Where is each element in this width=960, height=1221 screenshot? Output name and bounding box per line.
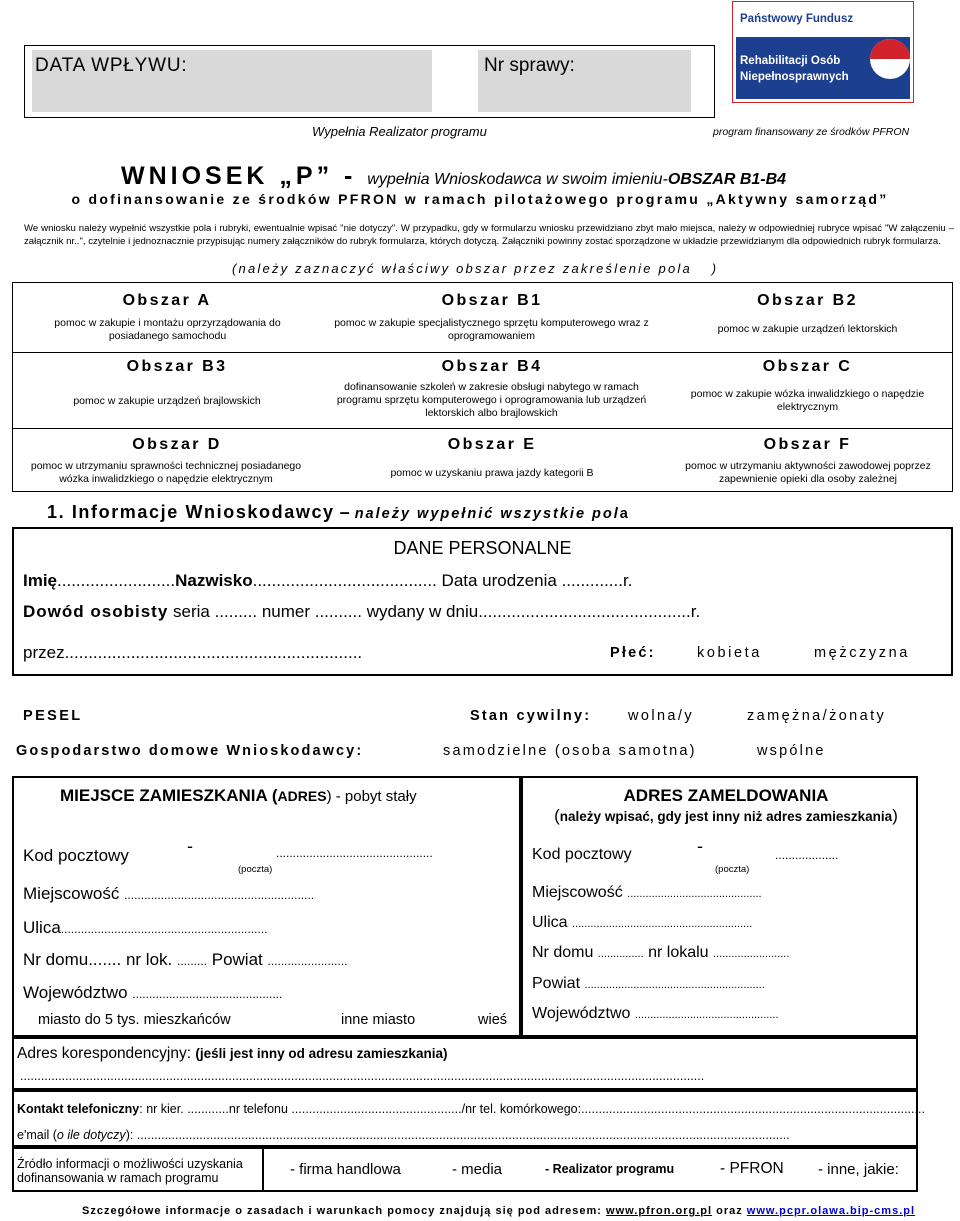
registered-powiat-dots: ........................................................... [584,979,765,991]
area-c-desc: pomoc w zakupie wózka inwalidzkiego o napędzie elektrycznym [690,388,925,413]
registered-poczta-label: (poczta) [715,864,750,875]
registered-note-close: ) [892,806,898,825]
registered-postal-dash: - [697,836,703,856]
name-row[interactable] [23,571,632,591]
area-e-desc: pomoc w uzyskaniu prawa jazdy kategorii B [390,467,594,479]
source-option-media[interactable]: - media [452,1161,503,1178]
area-c-title: Obszar C [762,358,853,375]
civil-status-single[interactable]: wolna/y [628,708,694,724]
source-option-other[interactable]: - inne, jakie: [818,1161,899,1178]
area-a-desc: pomoc w zakupie i montażu oprzyrządowania do posiadanego samochodu [54,317,281,342]
correspondence-note: (jeśli jest inny od adresu zamieszkania) [195,1046,448,1061]
area-choice-note-text: (należy zaznaczyć właściwy obszar przez zakreślenie pola [232,261,692,276]
footer-text: Szczegółowe informacje o zasadach i warunkach pomocy znajdują się pod adresem: [82,1205,607,1217]
registered-lokal-dots: ......................... [713,948,790,960]
id-number-dots: .......... [314,602,362,621]
area-a-title: Obszar A [122,292,212,309]
registered-voiv-label: Województwo [532,1005,635,1022]
intro-paragraph: We wniosku należy wypełnić wszystkie pola i rubryki, ewentualnie wpisać "nie dotyczy". W przypadku, gdy w formularzu wniosku przewidziano zbyt mało miejsca, należy w odpowiedniej rubryce wpisać "W załączeniu – załącznik nr..", czytelnie i jednoznacznie przypisując numery załączników do rubryk formularza, których dotyczą. Załączniki powinny zostać sporządzone w układzie przewidzianym dla odpowiednich rubryk formularza. [24,223,954,247]
area-b3-title: Obszar B3 [126,358,228,375]
mobile-label: /nr tel. komórkowego: [461,1102,582,1116]
phone-number-label: nr telefonu [228,1102,292,1116]
registered-powiat-label: Powiat [532,975,585,992]
residence-title [60,786,417,806]
registered-note [521,806,931,826]
id-series-dots: ......... [214,602,258,621]
case-number-label: Nr sprawy: [484,55,575,76]
logo-line2: Rehabilitacji Osób [740,55,841,67]
issuer-label: przez [23,643,65,662]
residence-street-row[interactable] [23,918,268,938]
footer-link-pfron[interactable]: www.pfron.org.pl [606,1205,713,1217]
registered-voiv-row[interactable] [532,1005,779,1023]
registered-note-text: należy wpisać, gdy jest inny niż adres zamieszkania [559,809,893,824]
date-received-label: DATA WPŁYWU: [35,55,188,76]
residence-powiat-label: Powiat [207,950,268,969]
pfron-funding-note: program finansowany ze środków PFRON [713,126,910,138]
registered-powiat-row[interactable] [532,975,765,993]
area-d-desc: pomoc w utrzymaniu sprawności technicznej posiadanego wózka inwalidzkiego o napędzie elektrycznym [30,460,302,485]
issuer-row[interactable] [23,643,362,663]
registered-city-row[interactable] [532,884,762,902]
registered-house-row[interactable] [532,944,789,962]
correspondence-dots[interactable]: ..................................................................................................................................................................................................... [20,1069,705,1083]
id-issued-dots: ............................................. [478,602,691,621]
registered-street-dots: ........................................................... [572,918,753,930]
area-b2-desc: pomoc w zakupie urządzeń lektorskich [717,323,898,335]
email-label: e'mail ( [17,1128,57,1142]
residence-voiv-label: Województwo [23,983,133,1002]
gender-female-option[interactable]: kobieta [697,645,762,661]
residence-title-adres: ADRES [277,788,327,804]
email-optional-note: o ile dotyczy [56,1128,126,1142]
section1-note-end: a [619,506,628,522]
area-f-desc: pomoc w utrzymaniu aktywności zawodowej poprzez zapewnienie opieki dla osoby zależnej [685,460,931,485]
last-name-label: Nazwisko [175,571,253,590]
birth-date-label: Data urodzenia [436,571,562,590]
residence-title-main: MIEJSCE ZAMIESZKANIA ( [60,786,278,805]
area-b1-title: Obszar B1 [441,292,543,309]
section1-heading [47,502,628,523]
birth-date-suffix: r. [622,571,633,590]
area-choice-note-close: ) [711,261,719,276]
residence-city-row[interactable] [23,884,314,904]
residence-street-label: Ulica [23,918,61,937]
registered-postal-label: Kod pocztowy [532,846,632,863]
registered-street-row[interactable] [532,914,752,932]
source-divider [262,1147,264,1192]
area-b4-title: Obszar B4 [441,358,543,375]
email-dots: ............................................................................................................................................................................................ [136,1128,790,1142]
birth-date-dots: ............. [561,571,623,590]
locality-village-option[interactable]: wieś [478,1012,508,1028]
mobile-dots: ................................................................................................... [581,1102,925,1116]
first-name-label: Imię [23,571,58,590]
registered-house-label: Nr domu [532,944,598,961]
form-subtitle: o dofinansowanie ze środków PFRON w ramach pilotażowego programu „Aktywny samorząd” [71,191,889,207]
id-document-row[interactable] [23,602,700,622]
id-document-label: Dowód osobisty [23,602,169,621]
registered-voiv-dots: ............................................... [634,1009,779,1021]
residence-apt-label: nr lok. [121,950,177,969]
area-code-dots: ............ [187,1102,229,1116]
issuer-dots: ............................................................... [64,643,363,662]
source-label: Źródło informacji o możliwości uzyskania dofinansowania w ramach programu [17,1157,243,1185]
area-d-title: Obszar D [132,436,222,453]
civil-status-married[interactable]: zamężna/żonaty [747,708,887,724]
residence-house-row[interactable] [23,950,348,970]
pesel-label: PESEL [23,708,83,724]
registered-city-dots: ............................................ [627,888,762,900]
case-number-field[interactable] [478,50,691,112]
residence-powiat-dots: ........................ [267,954,348,968]
source-option-company[interactable]: - firma handlowa [290,1161,401,1178]
gender-label: Płeć: [610,645,656,661]
registered-house-dots: ............... [597,948,644,960]
id-issued-label: wydany w dniu [361,602,479,621]
id-issued-suffix: r. [690,602,701,621]
area-b1-desc: pomoc w zakupie specjalistycznego sprzętu komputerowego wraz z oprogramowaniem [334,317,649,342]
registered-lokal-label: nr lokalu [643,944,714,961]
locality-small-town-option[interactable]: miasto do 5 tys. mieszkańców [38,1012,231,1028]
personal-data-title: DANE PERSONALNE [393,538,572,558]
civil-status-label: Stan cywilny: [470,708,592,724]
residence-city-dots: ......................................................... [124,888,315,902]
registered-note-open: ( [554,806,560,825]
section1-dash: – [334,502,355,522]
area-e-title: Obszar E [447,436,537,453]
id-series-label: seria [168,602,215,621]
household-label: Gospodarstwo domowe Wnioskodawcy: [16,743,364,759]
phone-label: Kontakt telefoniczny [17,1102,140,1116]
registered-street-label: Ulica [532,914,573,931]
residence-street-dots: .............................................................. [60,922,268,936]
id-number-label: numer [257,602,315,621]
email-label-end: ): [125,1128,137,1142]
area-f-title: Obszar F [763,436,852,453]
residence-voiv-dots: ............................................. [132,987,283,1001]
first-name-dots: ......................... [57,571,176,590]
area-choice-note [232,261,718,276]
section1-note: należy wypełnić wszystkie pol [354,506,620,522]
registered-city-label: Miejscowość [532,884,628,901]
area-b4-desc: dofinansowanie szkoleń w zakresie obsługi nabytego w ramach programu sprzętu komputerowego i oprogramowania lub urządzeń lektorskich albo brajlowskich [336,381,647,419]
gender-male-option[interactable]: mężczyzna [814,645,910,661]
phone-row[interactable] [17,1102,925,1116]
form-title [121,162,786,191]
residence-city-label: Miejscowość [23,884,125,903]
last-name-dots: ....................................... [252,571,437,590]
area-b2-title: Obszar B2 [757,292,858,309]
residence-postal-dash: - [187,836,193,856]
realizator-note: Wypełnia Realizator programu [312,124,487,139]
correspondence-row [17,1045,447,1063]
footer-oraz: oraz [712,1205,747,1217]
residence-postal-dots[interactable]: ............................................... [276,846,433,860]
residence-apt-dots: ......... [177,954,208,968]
footer-link-pcpr[interactable]: www.pcpr.olawa.bip-cms.pl [746,1205,916,1217]
email-row[interactable] [17,1128,790,1142]
area-b3-desc: pomoc w zakupie urządzeń brajlowskich [73,395,261,407]
registered-title: ADRES ZAMELDOWANIA [623,786,829,805]
section1-title: 1. Informacje Wnioskodawcy [47,502,335,522]
logo-line3: Niepełnosprawnych [740,71,849,83]
logo-line1: Państwowy Fundusz [740,13,854,25]
household-single[interactable]: samodzielne (osoba samotna) [443,743,697,759]
residence-house-label: Nr domu [23,950,89,969]
area-code-label: : nr kier. [139,1102,188,1116]
registered-postal-dots[interactable]: ................... [775,848,839,862]
locality-other-town-option[interactable]: inne miasto [341,1012,416,1028]
form-title-area: OBSZAR B1-B4 [667,171,787,188]
household-shared[interactable]: wspólne [757,743,826,759]
residence-title-end: ) - pobyt stały [326,788,417,805]
form-title-main: WNIOSEK „P” - [121,162,368,190]
residence-poczta-label: (poczta) [238,864,273,875]
pfron-logo [732,1,914,103]
phone-number-dots: ................................................. [291,1102,462,1116]
source-option-realizator[interactable]: - Realizator programu [545,1162,675,1176]
residence-postal-label: Kod pocztowy [23,846,129,865]
source-option-pfron[interactable]: - PFRON [720,1160,784,1177]
area-grid-divider [12,352,953,353]
footer-info [82,1205,915,1217]
residence-house-dots: ....... [88,950,122,969]
form-title-sub: wypełnia Wnioskodawca w swoim imieniu- [367,171,668,188]
area-grid-divider [12,428,953,429]
correspondence-label: Adres korespondencyjny: [17,1045,196,1062]
residence-voiv-row[interactable] [23,983,282,1003]
date-received-field[interactable] [32,50,432,112]
